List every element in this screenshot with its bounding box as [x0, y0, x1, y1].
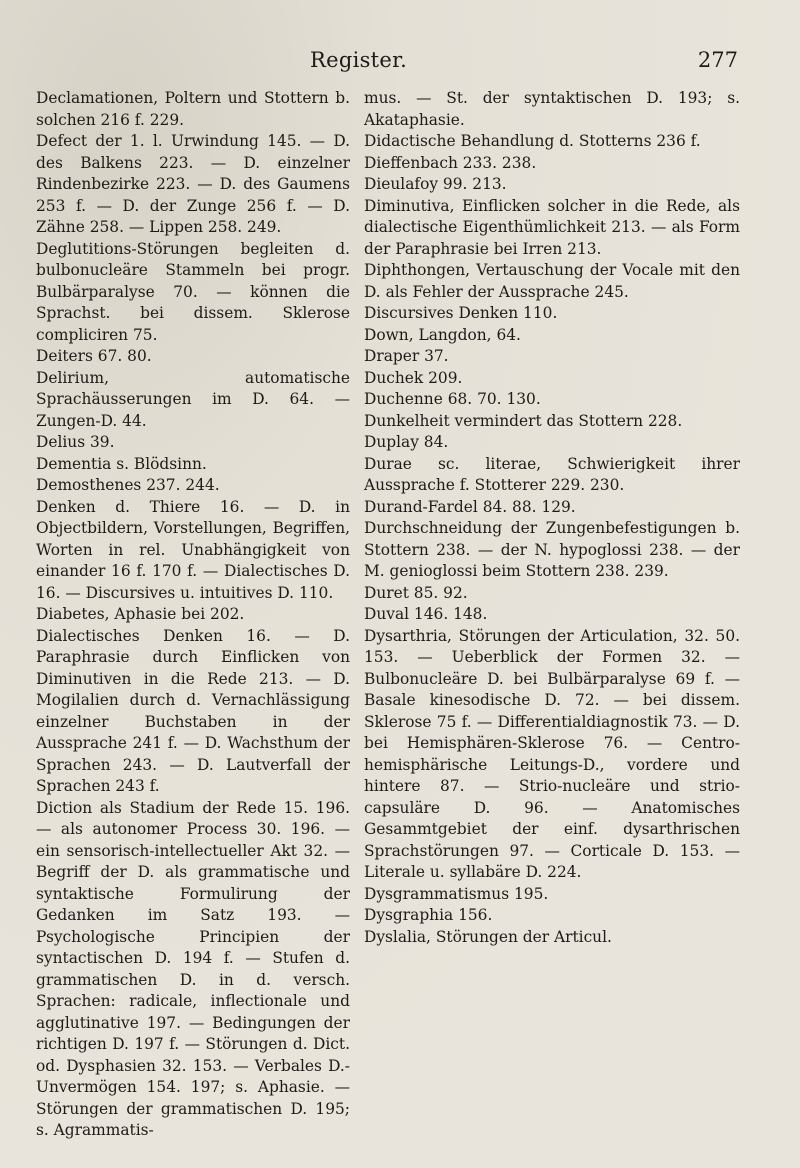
index-entry: Duret 85. 92. [364, 583, 468, 602]
index-entry: Diabetes, Aphasie bei 202. [36, 605, 245, 623]
index-entry: Denken d. Thiere 16. — D. in Objectbildern, Vorstellungen, Begriffen, Worten in rel. Unabhängigkeit von einander 16 f. 170 f. — Dialectisches D. 16. — Discursives u. intuitives D. 110. [36, 497, 350, 602]
index-entry: Duval 146. 148. [364, 605, 488, 623]
index-entry: Dysgraphia 156. [364, 906, 493, 924]
index-entry: Deglutitions-Störungen begleiten d. bulbonucleäre Stammeln bei progr. Bulbärparalyse 70. — können die Sprachst. bei dissem. Sklerose compliciren 75. [36, 239, 350, 344]
running-header [40, 48, 760, 78]
index-entry: Dialectisches Denken 16. — D. Paraphrasie durch Einflicken von Diminutiven in die Rede 213. — D. Mogilalien durch d. Vernachlässigung einzelner Buchstaben in der Aussprache 241 f. — D. Wachsthum der Sprachen 243. — D. Lautverfall der Sprachen 243 f. [36, 626, 350, 795]
index-entry: Dyslalia, Störungen der Articul. [364, 927, 612, 946]
right-column [364, 88, 740, 948]
index-entry: Diphthongen, Vertauschung der Vocale mit den D. als Fehler der Aussprache 245. [364, 261, 740, 301]
index-entry: Dieulafoy 99. 213. [364, 175, 507, 193]
index-entry: Declamationen, Poltern und Stottern b. solchen 216 f. 229. [36, 89, 350, 129]
index-entry: Diction als Stadium der Rede 15. 196. — als autonomer Process 30. 196. — ein sensorisch-intellectueller Akt 32. — Begriff der D. als grammatische und syntaktische Formulirung der Gedanken im Satz 193. — Psychologische Principien der syntactischen D. 194 f. — Stufen d. grammatischen D. in d. versch. Sprachen: radicale, inflectionale und agglutinative 197. — Bedingungen der richtigen D. 197 f. — Störungen d. Dict. od. Dysphasien 32. 153. — Verbales D.-Unvermögen 154. 197; s. Aphasie. — Störungen der grammatischen D. 195; s. Agrammatis- [36, 798, 350, 1139]
index-entry: mus. — St. der syntaktischen D. 193; s. Akataphasie. [364, 89, 740, 129]
index-entry: Dieffenbach 233. 238. [364, 153, 537, 172]
index-entry: Diminutiva, Einflicken solcher in die Rede, als dialectische Eigenthümlichkeit 213. — als Form der Paraphrasie bei Irren 213. [364, 196, 740, 258]
index-entry: Didactische Behandlung d. Stotterns 236 f. [364, 132, 701, 150]
index-entry: Deiters 67. 80. [36, 347, 152, 365]
index-entry: Down, Langdon, 64. [364, 325, 521, 344]
index-entry: Duchenne 68. 70. 130. [364, 390, 541, 408]
page-number: 277 [697, 48, 738, 72]
index-entry: Dementia s. Blödsinn. [36, 454, 207, 473]
index-entry: Delius 39. [36, 433, 115, 451]
index-entry: Demosthenes 237. 244. [36, 476, 220, 494]
index-entry: Durand-Fardel 84. 88. 129. [364, 497, 576, 516]
index-entry: Discursives Denken 110. [364, 304, 558, 322]
index-entry: Dysgrammatismus 195. [364, 884, 549, 903]
index-entry: Dunkelheit vermindert das Stottern 228. [364, 411, 683, 430]
header-title: Register. [310, 48, 408, 72]
index-entry: Draper 37. [364, 347, 449, 365]
index-entry: Duchek 209. [364, 368, 463, 387]
index-entry: Defect der 1. l. Urwindung 145. — D. des Balkens 223. — D. einzelner Rindenbezirke 223. — D. des Gaumens 253 f. — D. der Zunge 256 f. — D. Zähne 258. — Lippen 258. 249. [36, 132, 350, 236]
index-entry: Durae sc. literae, Schwierigkeit ihrer Aussprache f. Stotterer 229. 230. [364, 454, 740, 494]
index-entry: Delirium, automatische Sprachäusserungen im D. 64. — Zungen-D. 44. [36, 368, 350, 430]
left-column [36, 88, 350, 1142]
index-entry: Durchschneidung der Zungenbefestigungen b. Stottern 238. — der N. hypoglossi 238. — der M. genioglossi beim Stottern 238. 239. [364, 519, 740, 580]
index-entry: Duplay 84. [364, 433, 449, 451]
index-entry: Dysarthria, Störungen der Articulation, 32. 50. 153. — Ueberblick der Formen 32. — Bulbonucleäre D. bei Bulbärparalyse 69 f. — Basale kinesodische D. 72. — bei dissem. Sklerose 75 f. — Differentialdiagnostik 73. — D. bei Hemisphären-Sklerose 76. — Centro-hemisphärische Leitungs-D., vordere und hintere 87. — Strio-nucleäre und strio-capsuläre D. 96. — Anatomisches Gesammtgebiet der einf. dysarthrischen Sprachstörungen 97. — Corticale D. 153. — Literale u. syllabäre D. 224. [364, 626, 740, 881]
